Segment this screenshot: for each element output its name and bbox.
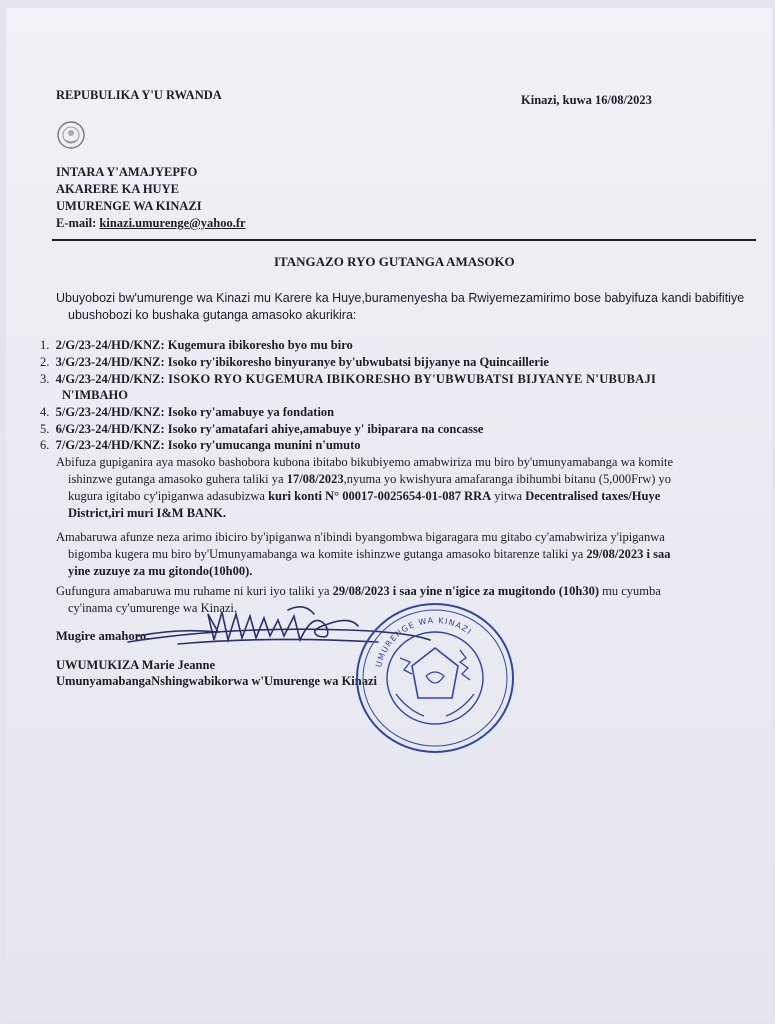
para1-line-2 — [68, 471, 671, 488]
account-name: Decentralised taxes/Huye — [525, 489, 661, 503]
para2-text: bigomba kugera mu biro by'Umunyamabanga wa komite ishinzwe gutanga amasoko bitarenze taliki ya — [68, 547, 587, 561]
country-name: REPUBULIKA Y'U RWANDA — [56, 88, 222, 102]
district-name: AKARERE KA HUYE — [56, 182, 179, 196]
para2-line-2 — [68, 546, 670, 563]
tender-code: 3/G/23-24/HD/KNZ: — [55, 355, 165, 369]
para2-line-3: yine zuzuye za mu gitondo(10h00). — [68, 564, 253, 578]
para1-text: yitwa — [491, 489, 526, 503]
opening-time: 29/08/2023 i saa yine n'igice za mugitondo (10h30) — [332, 584, 599, 598]
header-divider — [52, 239, 756, 241]
tender-number: 3. — [40, 372, 50, 386]
tender-desc: Isoko ry'umucanga munini n'umuto — [164, 438, 361, 452]
para1-line-3 — [68, 488, 660, 505]
account-number: kuri konti N° 00017-0025654-01-087 RRA — [268, 489, 492, 503]
tender-desc: Kugemura ibikoresho byo mu biro — [164, 338, 353, 352]
para1-text: ,nyuma yo kwishyura amafaranga ibihumbi bitanu (5,000Frw) yo — [343, 472, 672, 486]
tender-number: 5. — [40, 422, 50, 436]
para3-text: Gufungura amabaruwa mu ruhame ni kuri iyo taliki ya — [56, 584, 333, 598]
email-label: E-mail: — [56, 216, 100, 230]
tender-code: 2/G/23-24/HD/KNZ: — [55, 338, 165, 352]
deadline: 29/08/2023 i saa — [586, 547, 671, 561]
tender-desc: Isoko ry'ibikoresho binyuranye by'ubwubatsi bijyanye na Quincaillerie — [164, 355, 549, 369]
tender-code: 7/G/23-24/HD/KNZ: — [55, 438, 165, 452]
place-date: Kinazi, kuwa 16/08/2023 — [521, 93, 652, 107]
tender-item — [40, 437, 361, 454]
tender-code: 5/G/23-24/HD/KNZ: — [55, 405, 165, 419]
signatory-title: UmunyamabangaNshingwabikorwa w'Umurenge wa Kinazi — [56, 674, 377, 688]
start-date: 17/08/2023 — [286, 472, 344, 486]
para1-line-4: District,iri muri I&M BANK. — [68, 506, 226, 520]
tender-number: 6. — [40, 438, 50, 452]
province-name: INTARA Y'AMAJYEPFO — [56, 165, 198, 179]
stamp-text: UMURENGE WA KINAZI — [374, 615, 474, 669]
intro-line-1: Ubuyobozi bw'umurenge wa Kinazi mu Karere ka Huye,buramenyesha ba Rwiyemezamirimo bose babyifuza kandi babifitiye — [56, 291, 745, 305]
tender-desc: Isoko ry'amatafari ahiye,amabuye y' ibiparara na concasse — [164, 422, 484, 436]
rwanda-emblem-icon — [56, 120, 86, 150]
para3-text: mu cyumba — [598, 584, 661, 598]
email-link[interactable]: kinazi.umurenge@yahoo.fr — [99, 216, 246, 230]
para1-text: kugura igitabo cy'ipiganwa adasubizwa — [68, 489, 269, 503]
tender-desc: Isoko ry'amabuye ya fondation — [164, 405, 335, 419]
intro-line-2: ubushobozi ko bushaka gutanga amasoko akurikira: — [68, 308, 357, 322]
tender-number: 2. — [40, 355, 50, 369]
signatory-name: UWUMUKIZA Marie Jeanne — [56, 658, 216, 672]
tender-code: 4/G/23-24/HD/KNZ: — [55, 372, 165, 386]
tender-number: 4. — [40, 405, 50, 419]
official-stamp-icon — [352, 598, 518, 758]
tender-code: 6/G/23-24/HD/KNZ: — [55, 422, 165, 436]
tender-desc-continued: N'IMBAHO — [62, 388, 128, 402]
tender-desc: ISOKO RYO KUGEMURA IBIKORESHO BY'UBWUBATSI BIJYANYE N'UBUBAJI — [164, 372, 657, 386]
sector-name: UMURENGE WA KINAZI — [56, 199, 202, 213]
notice-title: ITANGAZO RYO GUTANGA AMASOKO — [274, 254, 515, 269]
para1-line-1: Abifuza gupiganira aya masoko bashobora kubona ibitabo bikubiyemo amabwiriza mu biro by'umunyamabanga wa komite — [56, 455, 674, 469]
tender-item — [40, 371, 656, 388]
para2-line-1: Amabaruwa afunze neza arimo ibiciro by'ipiganwa n'ibindi byangombwa bigaragara mu gitabo cy'amabwiriza y'ipiganwa — [56, 530, 665, 544]
closing-greeting: Mugire amahoro. — [56, 629, 150, 643]
para3-line-2: cy'inama cy'umurenge wa Kinazi. — [68, 601, 238, 615]
tender-item — [40, 337, 353, 354]
tender-number: 1. — [40, 338, 50, 352]
tender-item — [40, 421, 483, 438]
tender-item — [40, 404, 334, 421]
tender-item — [40, 354, 549, 371]
email-line — [56, 216, 246, 231]
para1-text: ishinzwe gutanga amasoko guhera taliki ya — [68, 472, 287, 486]
